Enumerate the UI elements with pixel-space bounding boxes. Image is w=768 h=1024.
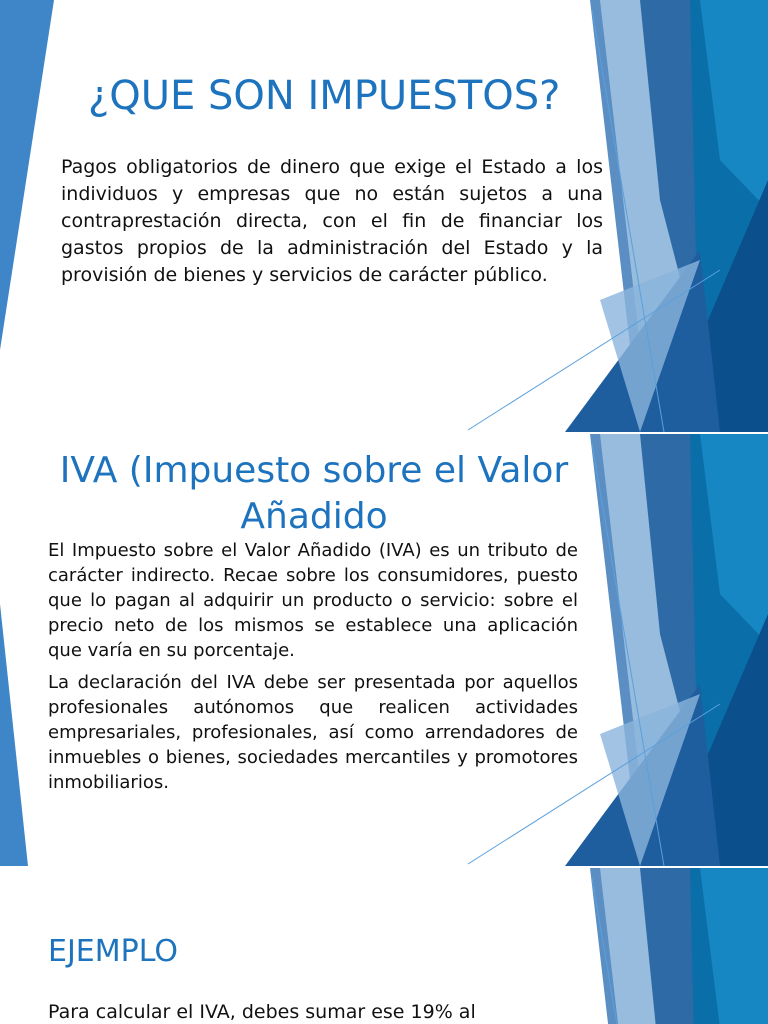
slide-title: EJEMPLO	[48, 934, 178, 969]
iva-definition-paragraph: El Impuesto sobre el Valor Añadido (IVA) es un tributo de carácter indirecto. Recae sobre los consumidores, puesto que lo pagan al adquirir un producto o servicio: sobre el precio neto de los mismos se establece una aplicación que varía en su porcentaje.	[48, 540, 578, 661]
example-paragraph: Para calcular el IVA, debes sumar ese 19% al	[48, 1001, 476, 1023]
slide-body	[48, 538, 578, 795]
slide-what-are-taxes	[0, 0, 768, 432]
slide-example	[0, 868, 768, 1024]
slide-iva	[0, 434, 768, 866]
definition-paragraph: Pagos obligatorios de dinero que exige el Estado a los individuos y empresas que no están sujetos a una contraprestación directa, con el fin de financiar los gastos propios de la administración del Estado y la provisión de bienes y servicios de carácter público.	[61, 156, 603, 286]
iva-declaration-paragraph: La declaración del IVA debe ser presentada por aquellos profesionales autónomos que realicen actividades empresariales, profesionales, así como arrendadores de inmuebles o bienes, sociedades mercantiles y promotores inmobiliarios.	[48, 672, 578, 793]
slide-title: ¿QUE SON IMPUESTOS?	[88, 73, 561, 119]
slide-title: IVA (Impuesto sobre el Valor Añadido	[59, 450, 569, 537]
slide-body	[61, 154, 603, 289]
slide-body	[48, 998, 604, 1024]
